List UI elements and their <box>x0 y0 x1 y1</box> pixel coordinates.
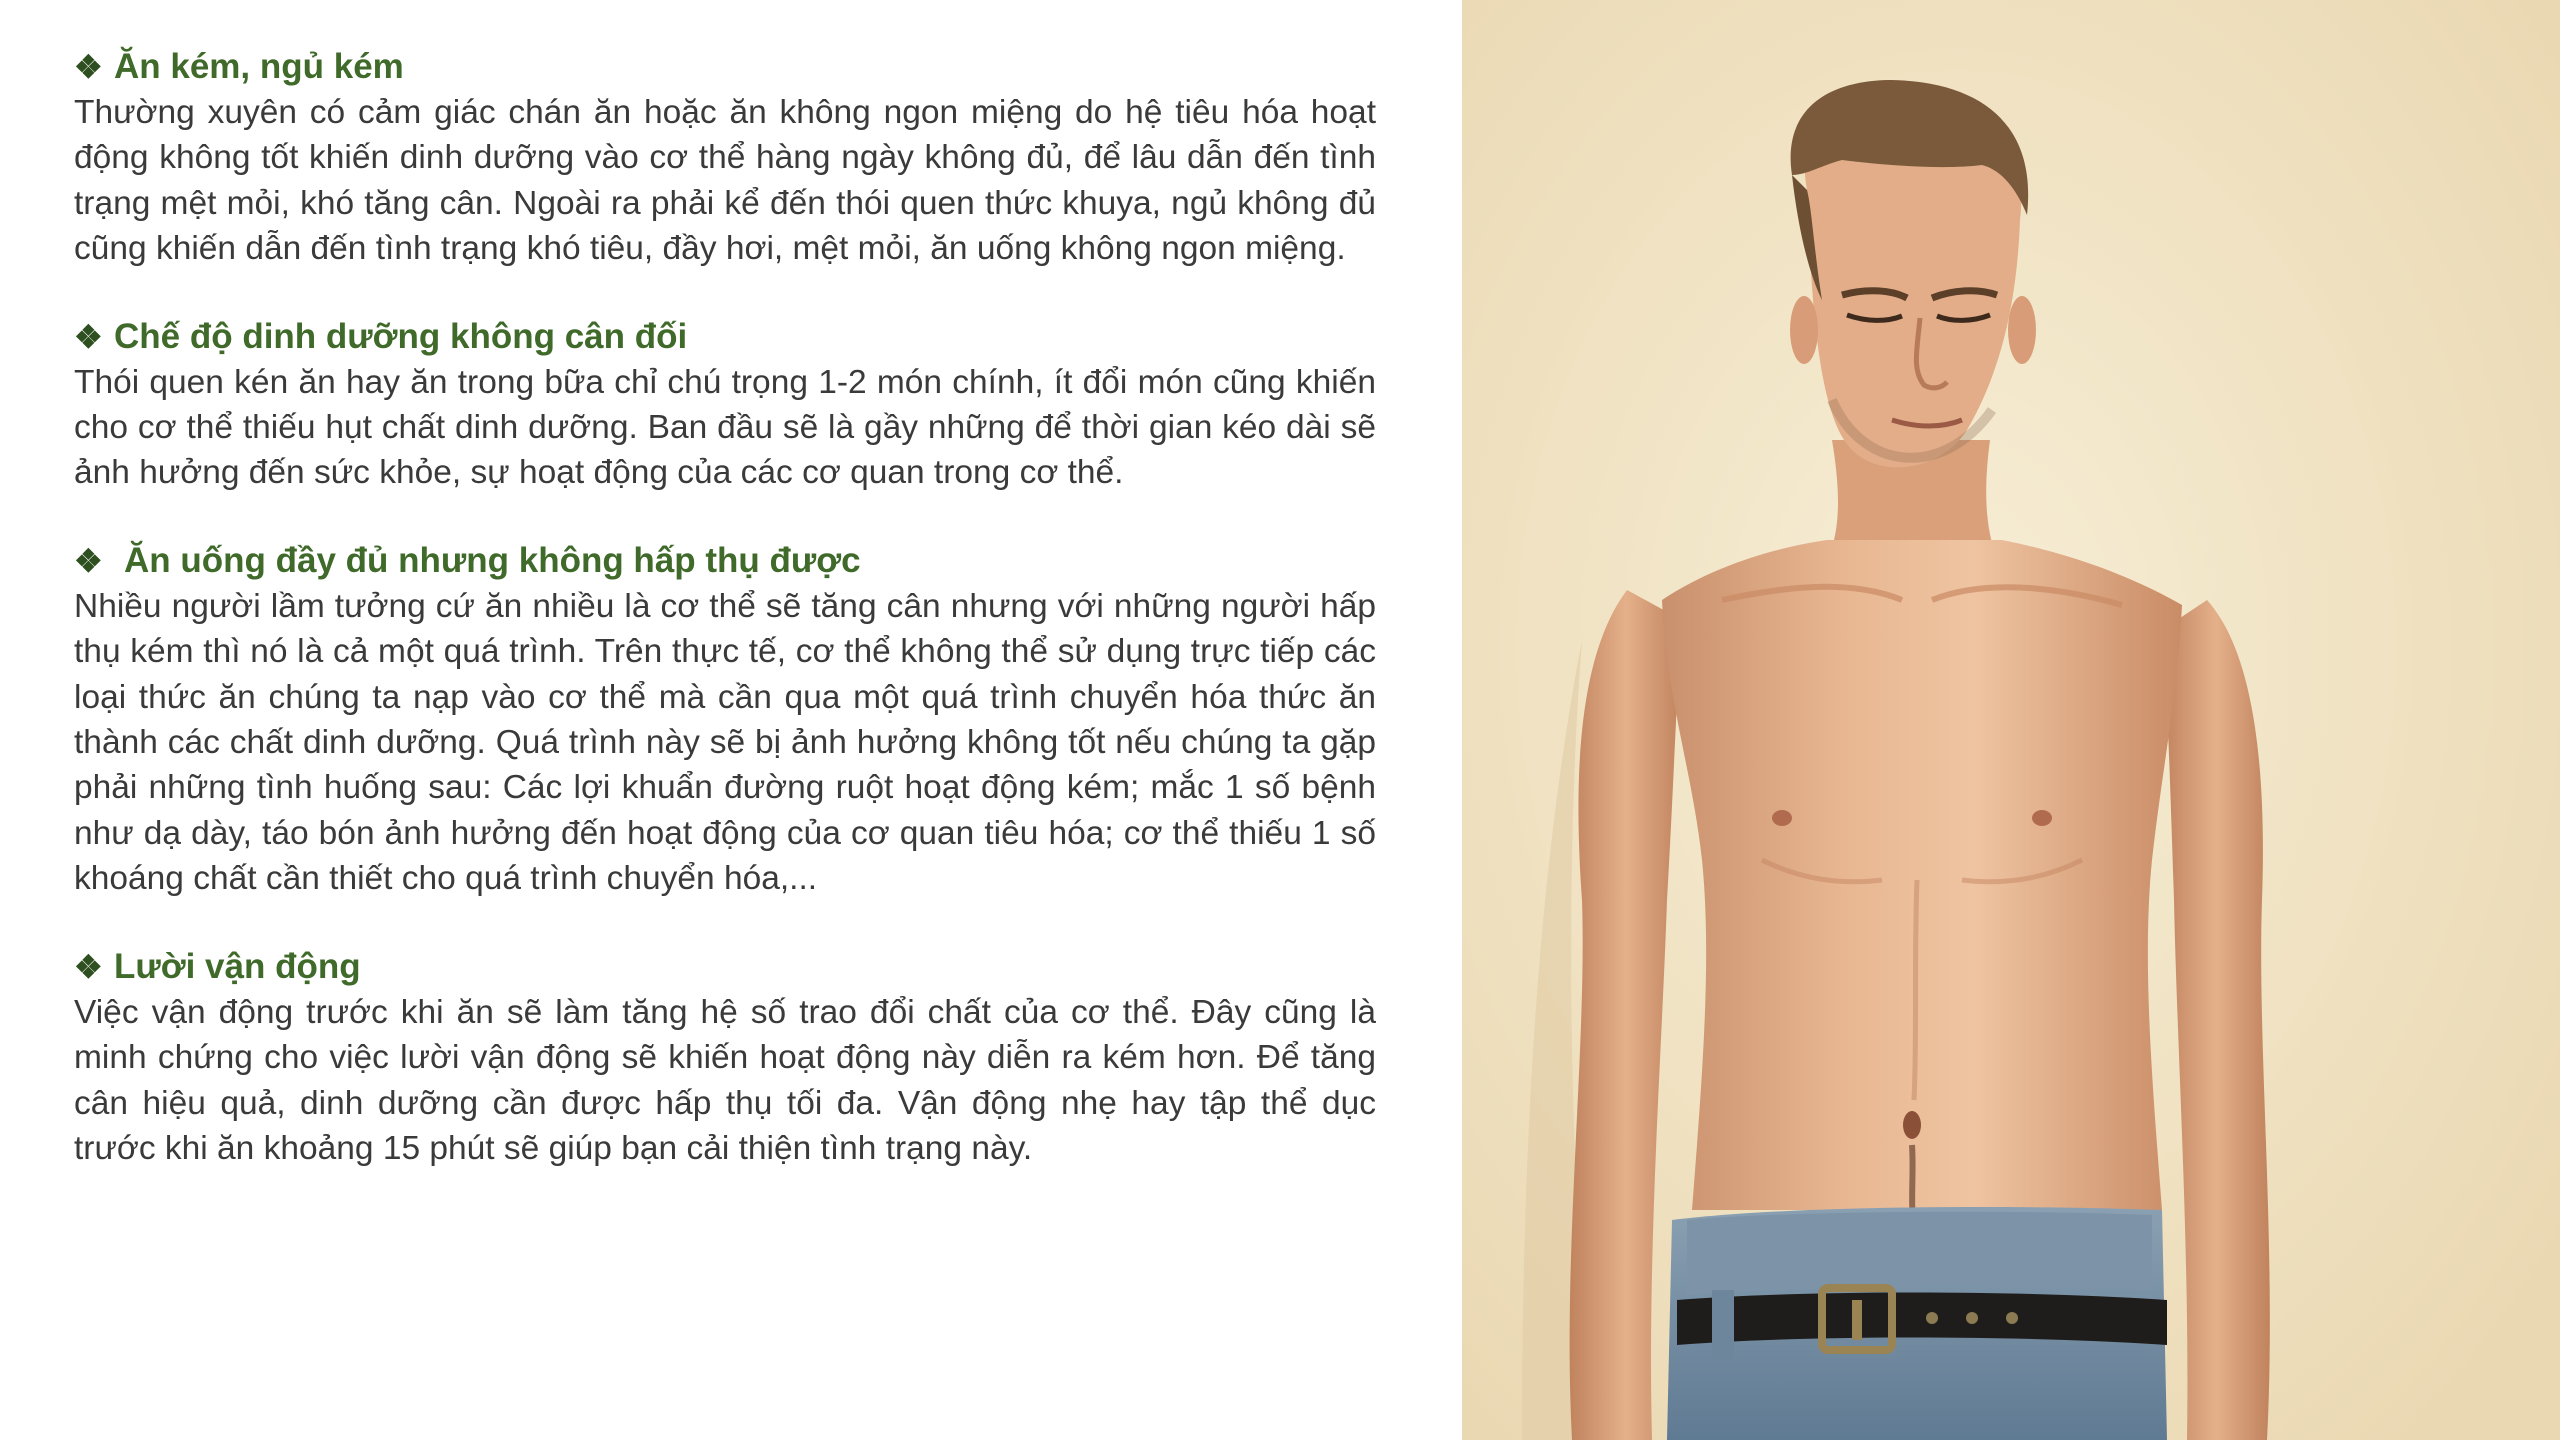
section-heading-text: Ăn uống đầy đủ nhưng không hấp thụ được <box>124 540 861 580</box>
diamond-bullet-icon: ❖ <box>74 49 103 85</box>
section-heading <box>74 944 1376 990</box>
section-an-kem-ngu-kem <box>74 44 1376 272</box>
section-heading-text: Lười vận động <box>114 946 361 986</box>
section-body: Nhiều người lầm tưởng cứ ăn nhiều là cơ thể sẽ tăng cân nhưng với những người hấp thụ kém thì nó là cả một quá trình. Trên thực tế, cơ thể không thể sử dụng trực tiếp các loại thức ăn chúng ta nạp vào cơ thể mà cần qua một quá trình chuyển hóa thức ăn thành các chất dinh dưỡng. Quá trình này sẽ bị ảnh hưởng không tốt nếu chúng ta gặp phải những tình huống sau: Các lợi khuẩn đường ruột hoạt động kém; mắc 1 số bệnh như dạ dày, táo bón ảnh hưởng đến hoạt động của cơ quan tiêu hóa; cơ thể thiếu 1 số khoáng chất cần thiết cho quá trình chuyển hóa,... <box>74 587 1376 898</box>
thin-man-illustration <box>1462 0 2560 1440</box>
text-column <box>74 44 1376 1213</box>
section-an-uong-khong-hap-thu <box>74 538 1376 902</box>
section-heading-text: Ăn kém, ngủ kém <box>114 47 404 86</box>
thin-man-photo <box>1462 0 2560 1440</box>
diamond-bullet-icon: ❖ <box>74 948 103 985</box>
section-body: Việc vận động trước khi ăn sẽ làm tăng hệ số trao đổi chất của cơ thể. Đây cũng là minh chứng cho việc lười vận động sẽ khiến hoạt động này diễn ra kém hơn. Để tăng cân hiệu quả, dinh dưỡng cần được hấp thụ tối đa. Vận động nhẹ hay tập thể dục trước khi ăn khoảng 15 phút sẽ giúp bạn cải thiện tình trạng này. <box>74 993 1376 1167</box>
diamond-bullet-icon: ❖ <box>74 318 103 355</box>
section-luoi-van-dong <box>74 944 1376 1172</box>
section-heading-text: Chế độ dinh dưỡng không cân đối <box>114 316 688 356</box>
section-heading <box>74 314 1376 360</box>
section-body: Thói quen kén ăn hay ăn trong bữa chỉ chú trọng 1-2 món chính, ít đổi món cũng khiến cho cơ thể thiếu hụt chất dinh dưỡng. Ban đầu sẽ là gầy những để thời gian kéo dài sẽ ảnh hưởng đến sức khỏe, sự hoạt động của các cơ quan trong cơ thể. <box>74 363 1376 492</box>
section-body: Thường xuyên có cảm giác chán ăn hoặc ăn không ngon miệng do hệ tiêu hóa hoạt động không tốt khiến dinh dưỡng vào cơ thể hàng ngày không đủ, để lâu dẫn đến tình trạng mệt mỏi, khó tăng cân. Ngoài ra phải kể đến thói quen thức khuya, ngủ không đủ cũng khiến dẫn đến tình trạng khó tiêu, đầy hơi, mệt mỏi, ăn uống không ngon miệng. <box>74 94 1376 268</box>
section-heading <box>74 538 1376 584</box>
section-heading <box>74 44 1376 90</box>
section-che-do-dinh-duong <box>74 314 1376 496</box>
diamond-bullet-icon: ❖ <box>74 542 103 579</box>
